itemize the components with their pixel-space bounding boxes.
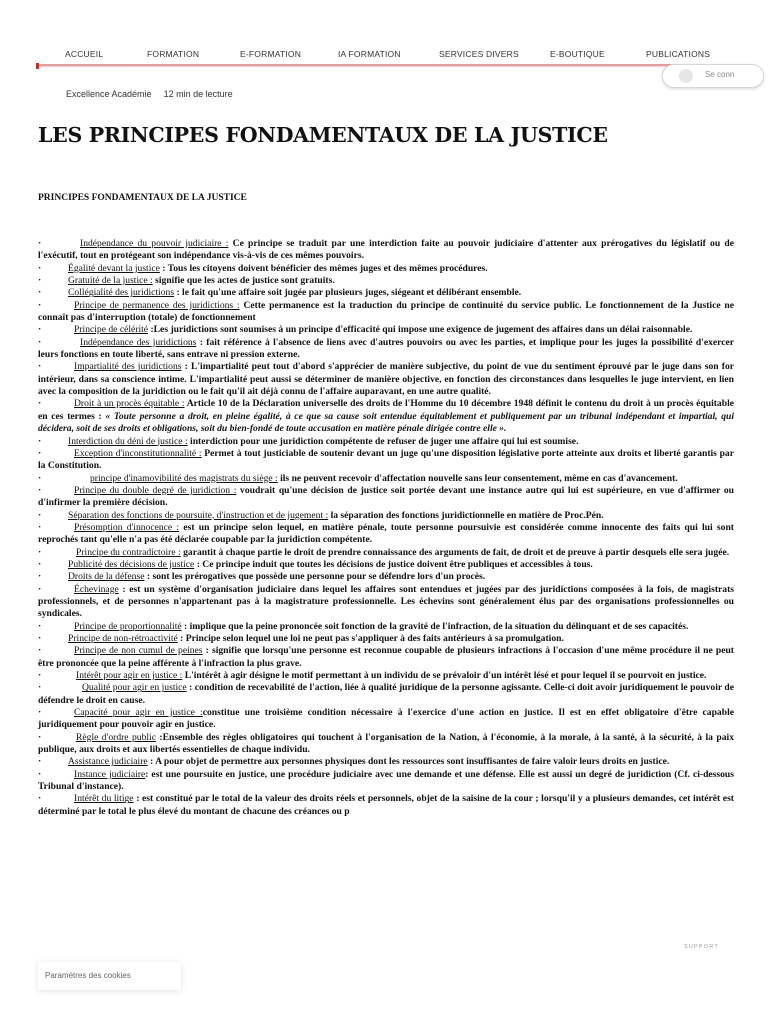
principle-term: Principe du double degré de juridiction : (74, 484, 237, 496)
principle-text: constitue une troisième condition nécessaire à l'exercice d'une action en justice. Il est en effet obligatoire d'être capable juridiquement pour pouvoir agir en justice. (38, 707, 734, 731)
principle-term: Intérêt pour agir en justice : (76, 670, 183, 682)
principle-term: Principe du contradictoire : (76, 546, 181, 558)
principle-term: Égalité devant la justice (68, 262, 160, 274)
bullet-marker: · (38, 299, 42, 311)
support-label: SUPPORT (684, 944, 719, 950)
section-heading: PRINCIPES FONDAMENTAUX DE LA JUSTICE (38, 193, 247, 203)
principle-term: Exception d'inconstitutionnalité : (74, 447, 202, 459)
principle-item (38, 645, 734, 670)
bullet-marker: · (38, 324, 42, 336)
principle-item (38, 448, 734, 473)
bullet-marker: · (38, 546, 42, 558)
principle-text: est un principe selon lequel, en matière pénale, toute personne poursuivie est considérée comme innocente des faits qui lui sont reprochés tant qu'elle n'a pas été déclarée coupable par la juridiction compétente. (38, 521, 734, 546)
principle-item (38, 300, 734, 325)
principle-item (38, 682, 734, 707)
principle-text: voudrait qu'une décision de justice soit portée devant une instance autre qui lui est supérieure, en vue d'affirmer ou d'infirmer la première décision. (38, 484, 734, 509)
principle-item (38, 398, 734, 435)
bullet-marker: · (38, 238, 42, 249)
nav-item-publications[interactable]: PUBLICATIONS (646, 49, 711, 59)
principle-item (38, 769, 734, 794)
bullet-marker: · (38, 262, 42, 274)
principle-item (38, 756, 734, 768)
bullet-marker: · (38, 682, 42, 694)
principle-term: Principe de proportionnalité (74, 620, 182, 632)
login-button[interactable] (662, 64, 764, 88)
principle-text: Cette permanence est la traduction du principe de continuité du service public. Le fonctionnement de la Justice ne connaît pas d'interruption (totale) de fonctionnement (38, 299, 734, 324)
principle-text: : Ce principe induit que toutes les décisions de justice doivent être publiques et accessibles à tous. (194, 558, 593, 570)
principle-item (38, 732, 734, 757)
article-body (38, 238, 734, 818)
principle-item (38, 547, 734, 559)
principle-text: garantit à chaque partie le droit de prendre connaissance des arguments de fait, de droit et de preuve à partir desquels elle sera jugée. (180, 546, 730, 558)
principle-item (38, 337, 734, 362)
principle-text: : Principe selon lequel une loi ne peut pas s'appliquer à des faits antérieurs à sa promulgation. (177, 633, 564, 644)
principle-text: :Ensemble des règles obligatoires qui touchent à l'organisation de la Nation, à l'économie, à la morale, à la santé, à la sécurité, à la paix publique, aux droits et aux libertés essentielles de chaque individu. (38, 731, 734, 756)
bullet-marker: · (38, 435, 42, 447)
principle-term: Indépendance des juridictions (80, 336, 197, 348)
principle-item (38, 263, 734, 275)
principle-term: Principe de célérité (74, 324, 149, 336)
bullet-marker: · (38, 558, 42, 570)
principle-text: : implique que la peine prononcée soit fonction de la gravité de l'infraction, de la situation du délinquant et de ses capacités. (181, 620, 689, 632)
author-name[interactable]: Excellence Académie (66, 89, 152, 99)
principle-item (38, 571, 734, 583)
bullet-marker: · (38, 509, 42, 521)
nav-accent-edge (36, 63, 39, 69)
nav-item-accueil[interactable]: ACCUEIL (65, 49, 104, 59)
bullet-marker: · (38, 484, 42, 496)
bullet-marker: · (38, 571, 42, 583)
principle-text: :Les juridictions sont soumises à un principe d'efficacité qui impose une exigence de jugement des affaires dans un délai raisonnable. (148, 324, 693, 336)
principle-item (38, 522, 734, 547)
bullet-marker: · (38, 275, 42, 287)
bullet-marker: · (38, 398, 42, 410)
principle-term: Assistance judiciaire (68, 756, 148, 768)
principle-term: Collégialité des juridictions (68, 287, 175, 299)
user-avatar-icon (679, 69, 693, 83)
principle-text: ils ne peuvent recevoir d'affectation nouvelle sans leur consentement, même en cas d'avancement. (277, 472, 678, 484)
nav-item-services-divers[interactable]: SERVICES DIVERS (439, 49, 519, 59)
principle-term: Impartialité des juridictions (74, 361, 182, 373)
principle-item (38, 436, 734, 448)
principle-term: Qualité pour agir en justice (82, 682, 187, 694)
principle-text: : est un système d'organisation judiciaire dans lequel les affaires sont entendues et jugées par des juridictions composées à la fois, de magistrats professionnels, et de personnes n'appartenant pas à la magistrature professionnelle. Les échevins sont généralement élus par des organisations professionnelles ou syndicales. (38, 583, 734, 620)
bullet-marker: · (38, 336, 42, 348)
bullet-marker: · (38, 707, 42, 719)
principle-term: Interdiction du déni de justice : (68, 435, 188, 447)
principle-term: Instance judiciaire (74, 768, 146, 780)
bullet-marker: · (38, 361, 42, 373)
principle-item (38, 621, 734, 633)
bullet-marker: · (38, 645, 42, 657)
bullet-marker: · (38, 583, 42, 595)
bullet-marker: · (38, 472, 42, 484)
principle-text: la séparation des fonctions juridictionnelle en matière de Proc.Pén. (328, 509, 604, 521)
post-meta (66, 89, 233, 99)
principle-term: Principe de non-rétroactivité (68, 633, 178, 644)
page-title: LES PRINCIPES FONDAMENTAUX DE LA JUSTICE (38, 122, 608, 147)
top-navigation (38, 43, 733, 66)
principle-text: L'intérêt à agir désigne le motif permettant à un individu de se prévaloir d'un intérêt lésé et pour lequel il se pourvoit en justice. (182, 670, 707, 682)
nav-item-e-boutique[interactable]: E-BOUTIQUE (550, 49, 605, 59)
principle-term: Capacité pour agir en justice : (74, 707, 203, 719)
read-time: 12 min de lecture (163, 89, 233, 99)
principle-term: Principe de non cumul de peines (74, 645, 203, 657)
principle-term: Intérêt du litige (74, 793, 134, 805)
principle-text: : Tous les citoyens doivent bénéficier des mêmes juges et des mêmes procédures. (159, 262, 488, 274)
principle-text: Ce principe se traduit par une interdiction faite au pouvoir judiciaire d'attenter aux prérogatives du législatif ou de l'exécutif, tout en protégeant son indépendance vis-à-vis de ces mêmes pouvoirs. (38, 238, 734, 262)
principle-item (38, 707, 734, 732)
principle-text: : est une poursuite en justice, une procédure judiciaire avec une demande et une défense. Elle est aussi un degré de juridiction (Cf. ci-dessous Tribunal d'instance). (38, 768, 735, 793)
bullet-marker: · (38, 521, 42, 533)
principle-text: : L'impartialité peut tout d'abord s'apprécier de manière subjective, du point de vue du sentiment éprouvé par le juge dans son for intérieur, dans sa conscience intime. L'impartialité peut aussi se déterminer de manière objective, en fonction des circonstances dans lesquelles le juge intervient, en lien avec la composition de la juridiction ou le fait qu'il ait déjà connu de l'affaire auparavant, en une autre qualité. (38, 361, 734, 398)
principle-term: principe d'inamovibilité des magistrats du siège : (90, 472, 278, 484)
principle-term: Échevinage (74, 583, 119, 595)
principle-item (38, 238, 734, 263)
principle-term: Droits de la défense (68, 571, 145, 583)
principle-text: : condition de recevabilité de l'action, liée à qualité juridique de la personne agissante. Celle-ci doit avoir juridiquement le pouvoir de défendre le droit en cause. (38, 682, 735, 706)
principle-text: interdiction pour une juridiction compétente de refuser de juger une affaire qui lui est soumise. (187, 435, 579, 447)
bullet-marker: · (38, 731, 42, 743)
principle-item (38, 287, 734, 299)
bullet-marker: · (38, 670, 42, 682)
principle-item (38, 361, 734, 398)
principle-term: Droit à un procès équitable : (74, 398, 185, 410)
principle-text: : signifie que lorsqu'une personne est reconnue coupable de plusieurs infractions à l'occasion d'une même procédure il ne peut être prononcée que la peine afférente à l'infraction la plus grave. (38, 645, 734, 669)
nav-item-formation[interactable]: FORMATION (147, 49, 200, 59)
cookie-settings-label: Paramètres des cookies (45, 971, 131, 980)
principle-text: : sont les prérogatives que possède une personne pour se défendre lors d'un procès. (144, 571, 486, 583)
principle-text: Article 10 de la Déclaration universelle des droits de l'Homme du 10 décembre 1948 définit le contenu du droit à un procès équitable en ces termes : (38, 398, 734, 422)
principle-item (38, 670, 734, 682)
principle-term: Présomption d'innocence : (74, 521, 180, 533)
bullet-marker: · (38, 768, 42, 780)
principle-text: : A pour objet de permettre aux personnes physiques dont les ressources sont insuffisantes de faire valoir leurs droits en justice. (147, 756, 670, 768)
bullet-marker: · (38, 287, 42, 299)
principle-text: : est constitué par le total de la valeur des droits réels et personnels, objet de la saisine de la cour ; lorsqu'il y a plusieurs demandes, cet intérêt est déterminé par le total le plus élevé du montant de chacune des créances ou p (38, 793, 734, 817)
principle-item (38, 275, 734, 287)
principle-item (38, 324, 734, 336)
bullet-marker: · (38, 633, 42, 644)
bullet-marker: · (38, 620, 42, 632)
principle-quote: « Toute personne a droit, en pleine égalité, à ce que sa cause soit entendue équitablement et publiquement par un tribunal indépendant et impartial, qui décidera, soit de ses droits et obligations, soit du bien-fondé de toute accusation en matière pénale dirigée contre elle ». (38, 410, 734, 435)
nav-item-e-formation[interactable]: E-FORMATION (240, 49, 302, 59)
principle-item (38, 473, 734, 485)
principle-item (38, 584, 734, 621)
principle-item (38, 559, 734, 571)
bullet-marker: · (38, 793, 42, 805)
principle-text: : fait référence à l'absence de liens avec d'autres pouvoirs ou avec les parties, et implique pour les juges la possibilité d'exercer leurs fonctions en toute liberté, sans entrave ni pression externe. (38, 336, 734, 361)
nav-accent-bar (36, 64, 733, 68)
principle-term: Indépendance du pouvoir judiciaire : (80, 238, 229, 249)
login-label: Se conn (705, 70, 735, 79)
principle-term: Séparation des fonctions de poursuite, d'instruction et de jugement : (68, 509, 329, 521)
principle-item (38, 485, 734, 510)
bullet-marker: · (38, 756, 42, 768)
nav-item-ia-formation[interactable]: IA FORMATION (338, 49, 401, 59)
principle-item (38, 510, 734, 522)
principle-text: signifie que les actes de justice sont gratuits. (152, 275, 335, 287)
principle-item (38, 793, 734, 818)
support-widget[interactable] (672, 938, 732, 970)
principle-term: Règle d'ordre public (76, 731, 156, 743)
principle-term: Publicité des décisions de justice (68, 558, 195, 570)
cookie-settings-button[interactable] (38, 962, 181, 990)
principle-term: Principe de permanence des juridictions : (74, 299, 240, 311)
principle-text: Permet à tout justiciable de soutenir devant un juge qu'une disposition législative porte atteinte aux droits et liberté garantis par la Constitution. (38, 447, 734, 472)
principle-item (38, 633, 734, 645)
principle-term: Gratuité de la justice : (68, 275, 153, 287)
bullet-marker: · (38, 447, 42, 459)
principle-text: : le fait qu'une affaire soit jugée par plusieurs juges, siégeant et délibérant ensemble. (174, 287, 522, 299)
